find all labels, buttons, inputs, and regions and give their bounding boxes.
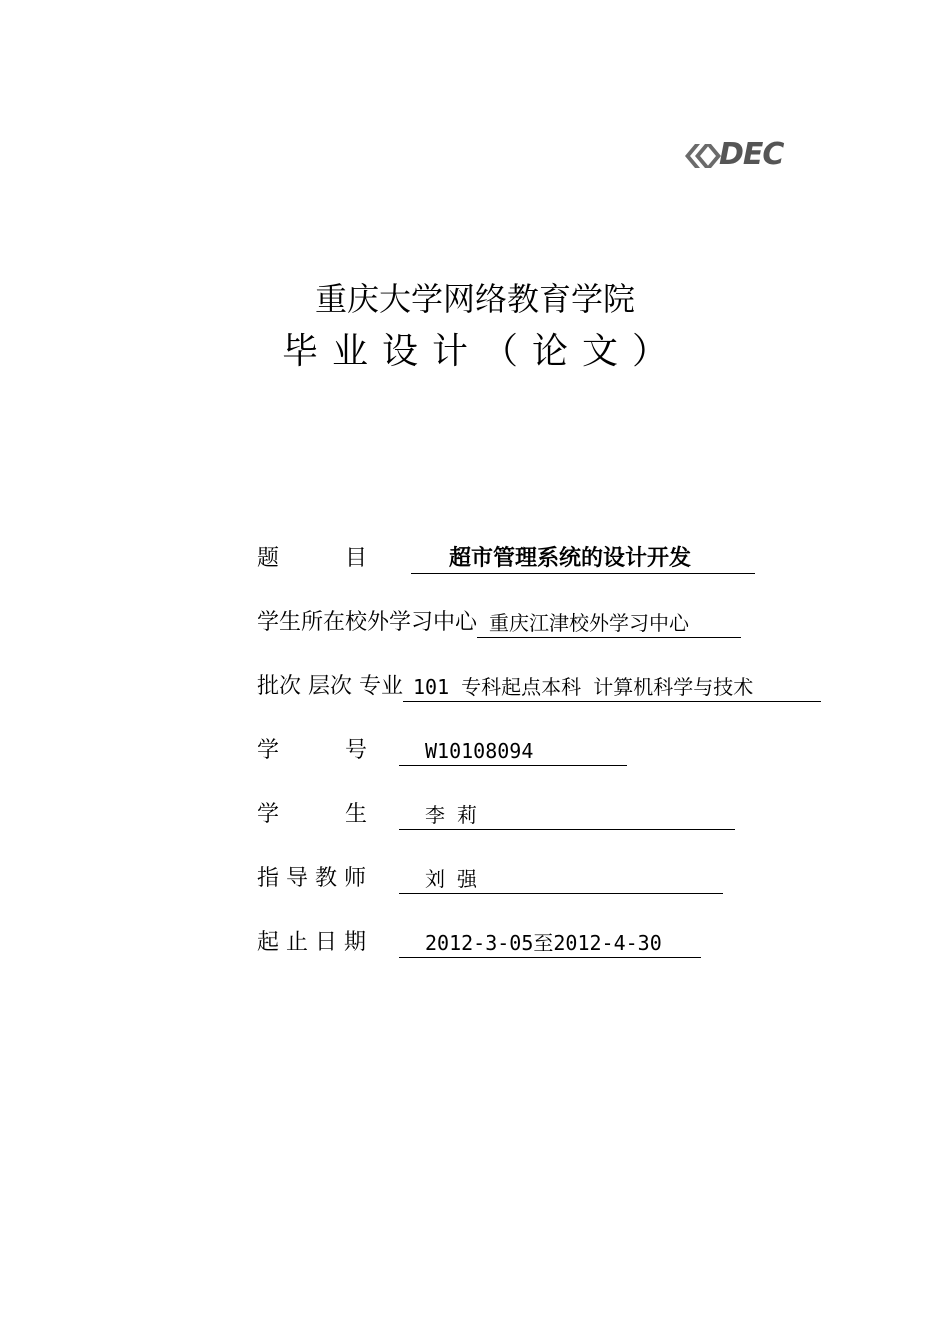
field-advisor: [257, 860, 723, 894]
document-type: 毕业设计（论文）: [281, 331, 682, 372]
field-title: [257, 540, 755, 574]
field-dates-label: 起 止 日 期: [257, 930, 366, 955]
dec-logo: [681, 138, 823, 174]
field-student: [257, 796, 735, 830]
field-batch-level-major: [257, 668, 821, 702]
field-dates: [257, 924, 701, 958]
field-advisor-label: 指 导 教 师: [257, 866, 366, 891]
field-advisor-value: 刘 强: [399, 865, 723, 894]
field-student-id-value: W10108094: [399, 737, 627, 766]
field-learning-center-label: 学生所在校外学习中心: [257, 610, 478, 635]
field-title-value: 超市管理系统的设计开发: [411, 545, 755, 574]
field-batch-level-major-value: 101 专科起点本科 计算机科学与技术: [403, 673, 821, 702]
dec-logo-text: DEC: [719, 137, 784, 172]
field-dates-value: 2012-3-05至2012-4-30: [399, 929, 701, 958]
field-title-label: 题 目: [257, 546, 368, 571]
field-student-label: 学 生: [257, 802, 368, 827]
school-name: 重庆大学网络教育学院: [314, 280, 635, 318]
field-learning-center-value: 重庆江津校外学习中心: [477, 609, 741, 638]
dec-logo-chevrons-icon: [681, 138, 721, 174]
field-student-id-label: 学 号: [257, 738, 368, 763]
field-batch-level-major-label: 批次 层次 专业: [257, 674, 403, 699]
field-student-value: 李 莉: [399, 801, 735, 830]
field-student-id: [257, 732, 627, 766]
field-learning-center: [257, 604, 741, 638]
